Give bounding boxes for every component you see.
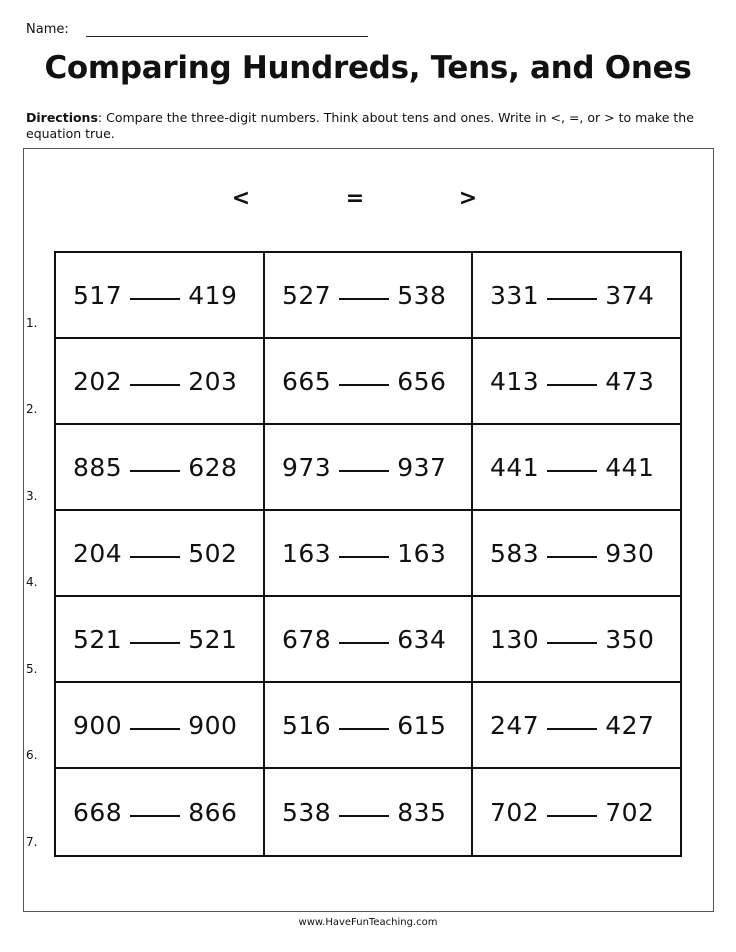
answer-blank[interactable] — [339, 384, 389, 386]
problem-cell — [265, 769, 473, 855]
right-number: 203 — [188, 366, 238, 396]
right-number: 937 — [397, 452, 447, 482]
left-number: 247 — [490, 710, 540, 740]
answer-blank[interactable] — [130, 298, 180, 300]
left-number: 900 — [73, 710, 123, 740]
page-title: Comparing Hundreds, Tens, and Ones — [44, 50, 692, 86]
answer-blank[interactable] — [547, 298, 597, 300]
problem-cell — [473, 511, 680, 597]
problem-cell — [473, 597, 680, 683]
left-number: 665 — [282, 366, 332, 396]
answer-blank[interactable] — [130, 728, 180, 730]
answer-blank[interactable] — [547, 384, 597, 386]
right-number: 419 — [188, 280, 238, 310]
right-number: 900 — [188, 710, 238, 740]
greater-than-symbol: > — [458, 186, 478, 211]
answer-blank[interactable] — [130, 556, 180, 558]
problem-cell — [473, 683, 680, 769]
problem-cell — [473, 253, 680, 339]
problem-cell — [265, 425, 473, 511]
right-number: 615 — [397, 710, 447, 740]
problem-cell — [265, 683, 473, 769]
problem-cell — [56, 597, 265, 683]
answer-blank[interactable] — [547, 642, 597, 644]
answer-blank[interactable] — [130, 642, 180, 644]
answer-blank[interactable] — [339, 298, 389, 300]
right-number: 374 — [605, 280, 655, 310]
name-label: Name: — [26, 22, 69, 37]
problem-cell — [265, 597, 473, 683]
problem-cell — [56, 769, 265, 855]
problem-cell — [56, 511, 265, 597]
answer-blank[interactable] — [339, 815, 389, 817]
left-number: 702 — [490, 797, 540, 827]
answer-blank[interactable] — [130, 384, 180, 386]
equals-symbol: = — [345, 186, 365, 211]
problem-cell — [56, 683, 265, 769]
left-number: 441 — [490, 452, 540, 482]
right-number: 441 — [605, 452, 655, 482]
row-number: 1. — [26, 316, 38, 330]
left-number: 527 — [282, 280, 332, 310]
answer-blank[interactable] — [339, 556, 389, 558]
row-number: 5. — [26, 662, 38, 676]
row-number: 3. — [26, 489, 38, 503]
right-number: 350 — [605, 624, 655, 654]
problem-cell — [265, 339, 473, 425]
answer-blank[interactable] — [130, 470, 180, 472]
problem-grid — [54, 251, 682, 857]
footer-url: www.HaveFunTeaching.com — [298, 917, 438, 928]
left-number: 413 — [490, 366, 540, 396]
row-number: 7. — [26, 835, 38, 849]
answer-blank[interactable] — [547, 728, 597, 730]
answer-blank[interactable] — [339, 470, 389, 472]
row-number: 2. — [26, 402, 38, 416]
problem-cell — [473, 339, 680, 425]
right-number: 427 — [605, 710, 655, 740]
left-number: 521 — [73, 624, 123, 654]
left-number: 163 — [282, 538, 332, 568]
right-number: 866 — [188, 797, 238, 827]
less-than-symbol: < — [231, 186, 251, 211]
left-number: 973 — [282, 452, 332, 482]
problem-cell — [473, 425, 680, 511]
left-number: 678 — [282, 624, 332, 654]
right-number: 702 — [605, 797, 655, 827]
directions — [26, 110, 706, 142]
left-number: 202 — [73, 366, 123, 396]
left-number: 130 — [490, 624, 540, 654]
problem-cell — [56, 425, 265, 511]
right-number: 835 — [397, 797, 447, 827]
left-number: 517 — [73, 280, 123, 310]
directions-label: Directions — [26, 110, 98, 125]
problem-cell — [265, 511, 473, 597]
answer-blank[interactable] — [339, 728, 389, 730]
answer-blank[interactable] — [547, 815, 597, 817]
right-number: 656 — [397, 366, 447, 396]
left-number: 331 — [490, 280, 540, 310]
name-line[interactable] — [86, 36, 368, 37]
right-number: 538 — [397, 280, 447, 310]
directions-text: : Compare the three-digit numbers. Think about tens and ones. Write in <, =, or > to make the equation true. — [26, 110, 694, 141]
right-number: 163 — [397, 538, 447, 568]
problem-cell — [56, 339, 265, 425]
answer-blank[interactable] — [547, 556, 597, 558]
answer-blank[interactable] — [547, 470, 597, 472]
left-number: 538 — [282, 797, 332, 827]
left-number: 668 — [73, 797, 123, 827]
row-number: 6. — [26, 748, 38, 762]
right-number: 628 — [188, 452, 238, 482]
right-number: 502 — [188, 538, 238, 568]
left-number: 885 — [73, 452, 123, 482]
right-number: 634 — [397, 624, 447, 654]
right-number: 473 — [605, 366, 655, 396]
problem-cell — [473, 769, 680, 855]
right-number: 521 — [188, 624, 238, 654]
answer-blank[interactable] — [339, 642, 389, 644]
left-number: 204 — [73, 538, 123, 568]
left-number: 583 — [490, 538, 540, 568]
problem-cell — [265, 253, 473, 339]
row-number: 4. — [26, 575, 38, 589]
right-number: 930 — [605, 538, 655, 568]
left-number: 516 — [282, 710, 332, 740]
answer-blank[interactable] — [130, 815, 180, 817]
problem-cell — [56, 253, 265, 339]
